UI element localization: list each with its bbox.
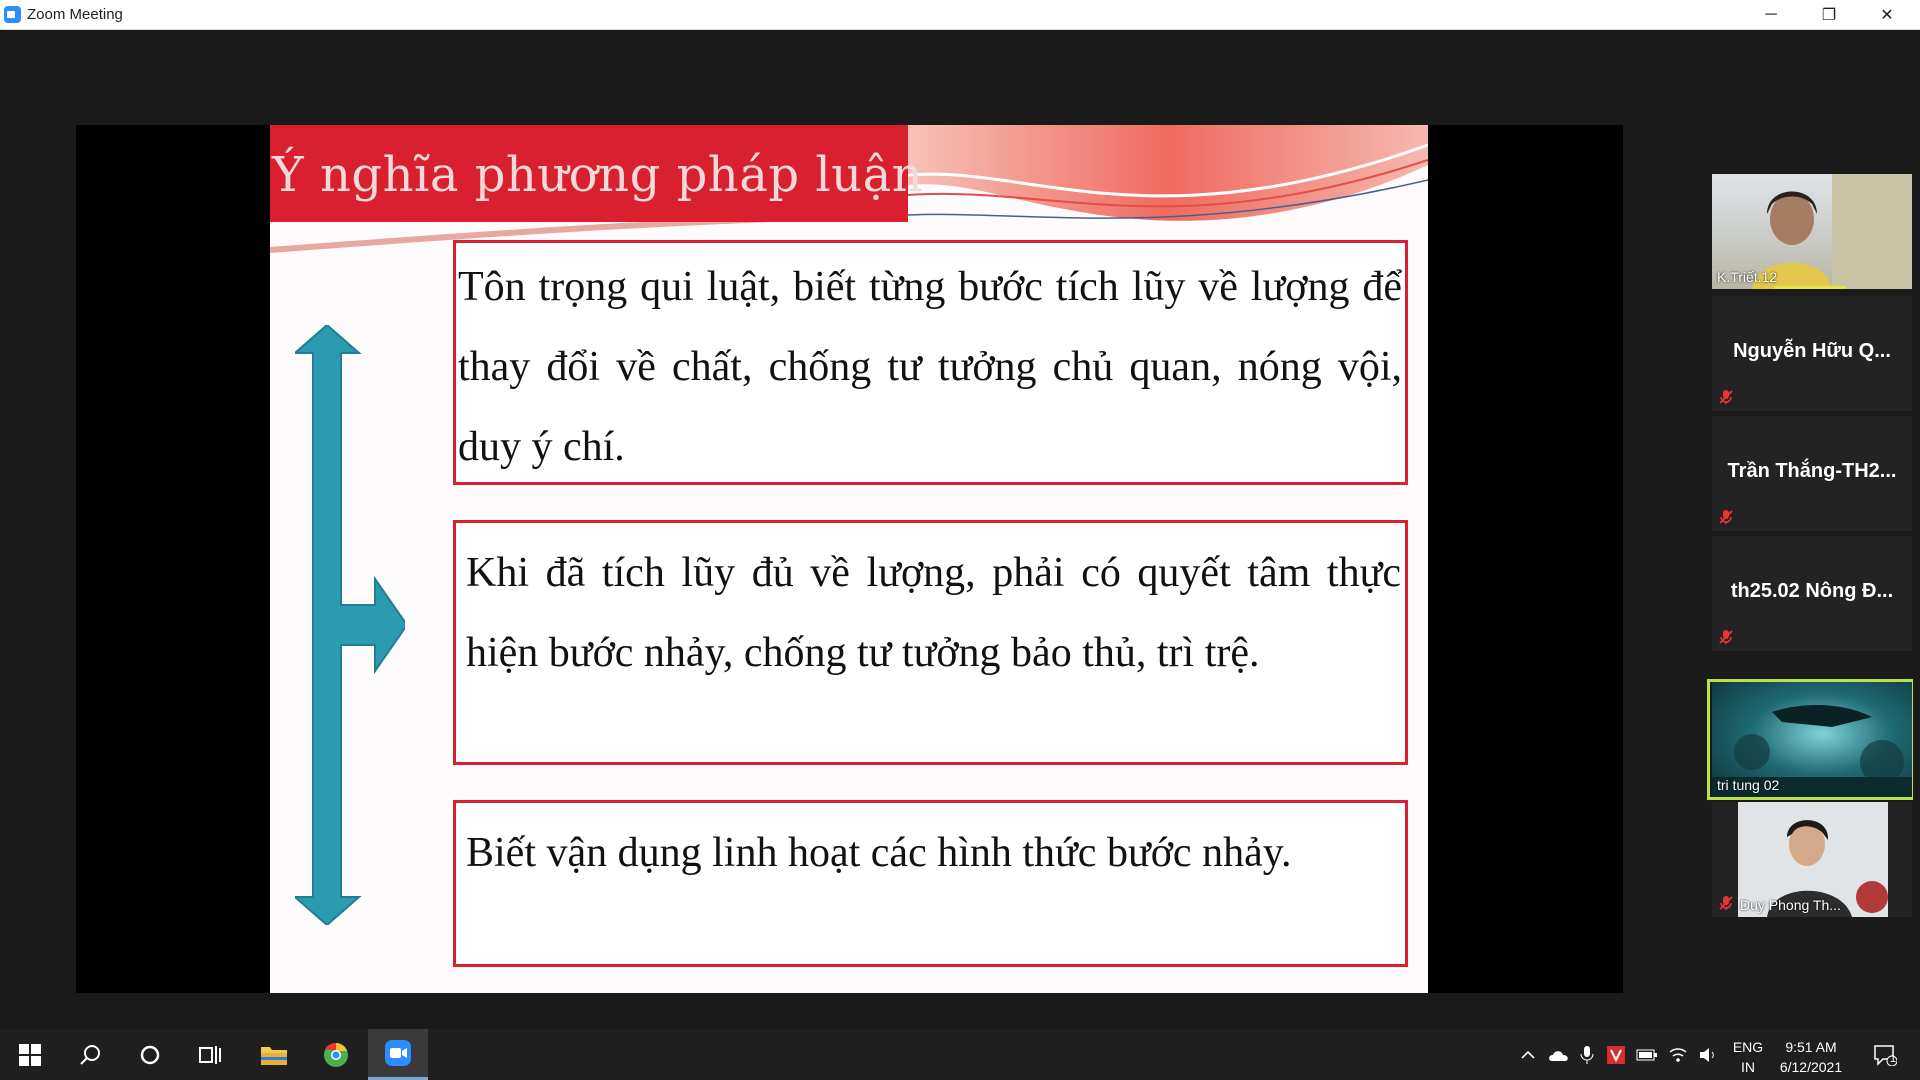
search-icon[interactable] <box>60 1029 120 1080</box>
participant-name: K.Triết.12 <box>1717 269 1778 285</box>
diagram-arrow <box>295 325 405 925</box>
mic-muted-icon <box>1718 389 1734 405</box>
cortana-icon[interactable] <box>120 1029 180 1080</box>
notification-center-icon[interactable] <box>1860 1029 1910 1080</box>
participant-name: tri tung 02 <box>1717 777 1780 793</box>
clock[interactable] <box>1758 1037 1864 1077</box>
participant-tile[interactable] <box>1712 174 1912 289</box>
maximize-button[interactable]: ❐ <box>1821 6 1837 24</box>
point-box-2 <box>453 520 1408 765</box>
task-view-icon[interactable] <box>180 1029 240 1080</box>
chevron-up-icon[interactable] <box>1520 1047 1536 1063</box>
shared-slide <box>270 125 1428 993</box>
notification-count: 1 <box>1890 1053 1897 1065</box>
clock-time: 9:51 AM <box>1785 1039 1837 1055</box>
window-title: Zoom Meeting <box>27 6 123 23</box>
chrome-icon[interactable] <box>306 1029 366 1080</box>
zoom-icon[interactable] <box>368 1029 428 1080</box>
meeting-area <box>0 30 1920 1029</box>
slide-title: Ý nghĩa phương pháp luận <box>272 147 924 203</box>
point-text-3: Biết vận dụng linh hoạt các hình thức bước nhảy. <box>466 830 1292 876</box>
participant-name: Nguyễn Hữu Q... <box>1733 340 1891 362</box>
point-text-2: Khi đã tích lũy đủ về lượng, phải có quyết tâm thực hiện bước nhảy, chống tư tưởng bảo thủ, trì trệ. <box>466 550 1401 676</box>
close-button[interactable]: ✕ <box>1880 6 1894 24</box>
start-icon[interactable] <box>0 1029 60 1080</box>
antivirus-icon[interactable] <box>1606 1045 1626 1065</box>
system-tray <box>1520 1029 1718 1080</box>
clock-date: 6/12/2021 <box>1779 1059 1843 1075</box>
language-code: ENG <box>1732 1039 1764 1055</box>
microphone-icon[interactable] <box>1580 1045 1594 1065</box>
participant-tile[interactable] <box>1712 296 1912 411</box>
participant-tile[interactable] <box>1712 682 1912 797</box>
participant-name: Duy Phong Th... <box>1740 897 1841 913</box>
window-titlebar <box>0 0 1920 30</box>
point-box-1 <box>453 240 1408 485</box>
participant-tile[interactable] <box>1712 536 1912 651</box>
point-text-1: Tôn trọng qui luật, biết từng bước tích lũy về lượng để thay đổi về chất, chống tư tưởng chủ quan, nóng vội, duy ý chí. <box>458 264 1402 470</box>
volume-icon[interactable] <box>1698 1047 1718 1063</box>
mic-muted-icon <box>1718 629 1734 645</box>
wifi-icon[interactable] <box>1668 1047 1688 1063</box>
speaking-indicator <box>1774 286 1846 289</box>
language-region: IN <box>1741 1059 1755 1075</box>
file-explorer-icon[interactable] <box>244 1029 304 1080</box>
mic-muted-icon <box>1718 509 1734 525</box>
participant-name: th25.02 Nông Đ... <box>1730 580 1894 602</box>
participant-tile[interactable] <box>1712 416 1912 531</box>
windows-taskbar <box>0 1029 1920 1080</box>
point-box-3 <box>453 800 1408 967</box>
participant-name: Trần Thắng-TH2... <box>1727 460 1897 482</box>
participant-tile[interactable] <box>1712 802 1912 917</box>
zoom-app-icon <box>4 6 21 23</box>
minimize-button[interactable]: ─ <box>1765 5 1777 23</box>
mic-muted-icon <box>1718 895 1734 911</box>
onedrive-icon[interactable] <box>1548 1047 1570 1063</box>
battery-icon[interactable] <box>1636 1048 1658 1062</box>
